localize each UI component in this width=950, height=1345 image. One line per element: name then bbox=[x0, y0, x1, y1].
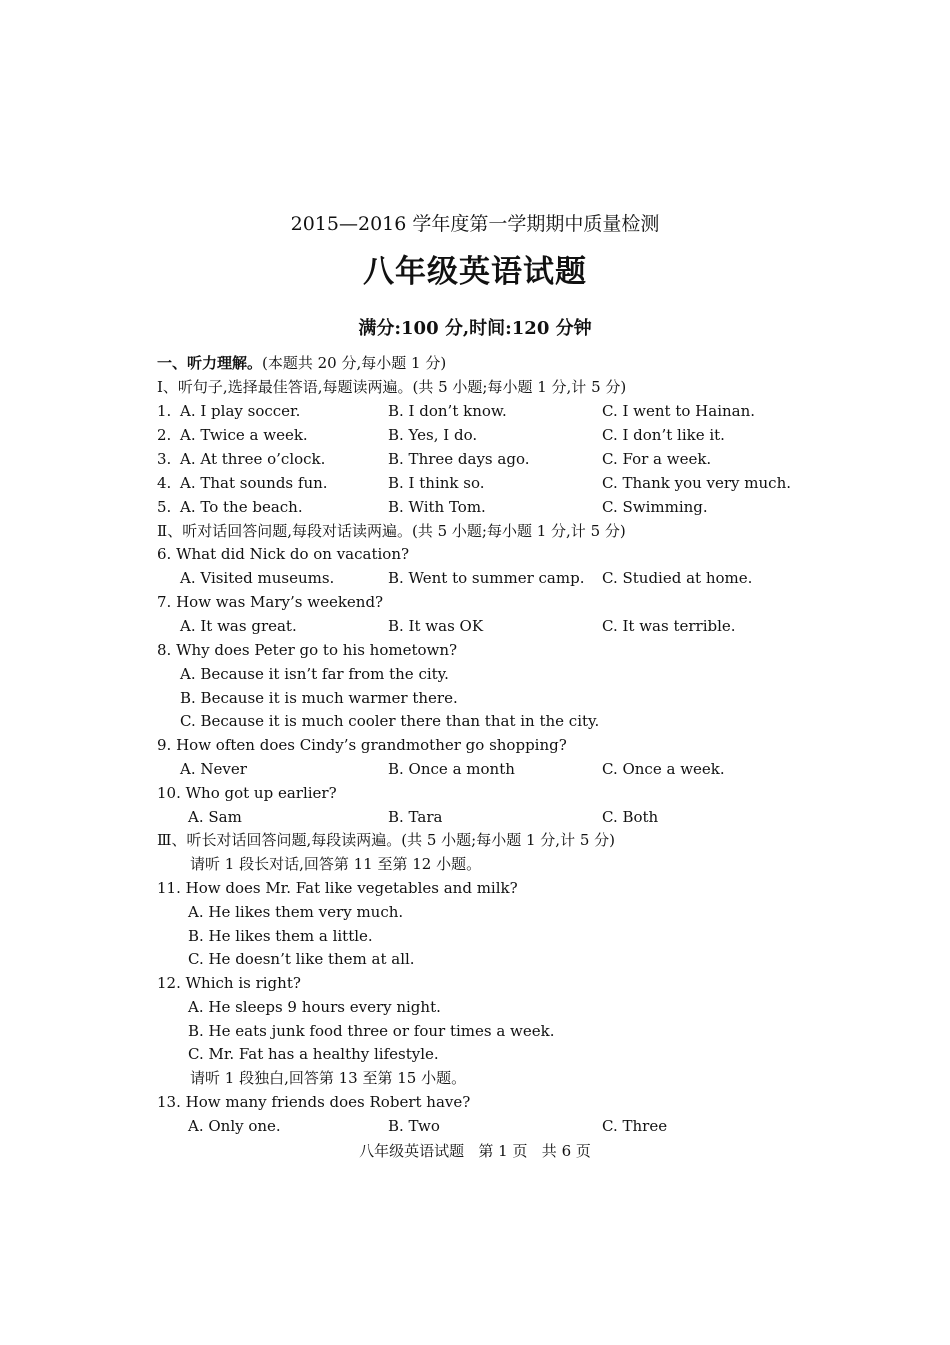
question-number: 4. bbox=[157, 474, 172, 492]
option-c: C. Three bbox=[602, 1117, 668, 1135]
option-a: A. Never bbox=[180, 760, 247, 778]
option-b: B. It was OK bbox=[388, 617, 484, 635]
question-6-stem: 6. What did Nick do on vacation? bbox=[157, 545, 410, 563]
option-b: B. Went to summer camp. bbox=[388, 569, 585, 587]
section1-heading: Ⅰ、听句子,选择最佳答语,每题读两遍。(共 5 小题;每小题 1 分,计 5 分) bbox=[157, 378, 627, 396]
question-number: 2. bbox=[157, 426, 172, 444]
question-8-stem: 8. Why does Peter go to his hometown? bbox=[157, 641, 458, 659]
option-a: A. Sam bbox=[188, 808, 242, 826]
question-12-option-c: C. Mr. Fat has a healthy lifestyle. bbox=[188, 1045, 439, 1063]
question-8-option-b: B. Because it is much warmer there. bbox=[180, 689, 458, 707]
part1-title-bold: 一、听力理解。 bbox=[157, 354, 263, 372]
question-number: 3. bbox=[157, 450, 172, 468]
exam-header-line: 2015—2016 学年度第一学期期中质量检测 bbox=[290, 213, 660, 235]
option-c: C. Once a week. bbox=[602, 760, 725, 778]
option-b: B. Two bbox=[388, 1117, 440, 1135]
option-a: A. It was great. bbox=[180, 617, 297, 635]
question-9-stem: 9. How often does Cindy’s grandmother go shopping? bbox=[157, 736, 567, 754]
question-13-stem: 13. How many friends does Robert have? bbox=[157, 1093, 471, 1111]
option-c: C. For a week. bbox=[602, 450, 712, 468]
page-footer: 八年级英语试题 第 1 页 共 6 页 bbox=[359, 1142, 591, 1160]
option-b: B. Tara bbox=[388, 808, 443, 826]
option-c: C. I went to Hainan. bbox=[602, 402, 756, 420]
page-title: 八年级英语试题 bbox=[363, 254, 587, 290]
option-b: B. With Tom. bbox=[388, 498, 486, 516]
option-c: C. Both bbox=[602, 808, 659, 826]
option-c: C. Studied at home. bbox=[602, 569, 753, 587]
question-number: 5. bbox=[157, 498, 172, 516]
option-b: B. Yes, I do. bbox=[388, 426, 478, 444]
section2-heading: Ⅱ、听对话回答问题,每段对话读两遍。(共 5 小题;每小题 1 分,计 5 分) bbox=[157, 522, 626, 540]
option-a: A. To the beach. bbox=[180, 498, 303, 516]
question-12-stem: 12. Which is right? bbox=[157, 974, 301, 992]
question-11-stem: 11. How does Mr. Fat like vegetables and milk? bbox=[157, 879, 518, 897]
question-12-option-b: B. He eats junk food three or four times a week. bbox=[188, 1022, 555, 1040]
question-8-option-a: A. Because it isn’t far from the city. bbox=[180, 665, 449, 683]
option-b: B. Once a month bbox=[388, 760, 515, 778]
question-12-option-a: A. He sleeps 9 hours every night. bbox=[188, 998, 441, 1016]
option-c: C. It was terrible. bbox=[602, 617, 736, 635]
option-a: A. That sounds fun. bbox=[180, 474, 328, 492]
option-a: A. I play soccer. bbox=[180, 402, 301, 420]
section3-instruction-2: 请听 1 段独白,回答第 13 至第 15 小题。 bbox=[190, 1069, 467, 1087]
section3-heading: Ⅲ、听长对话回答问题,每段读两遍。(共 5 小题;每小题 1 分,计 5 分) bbox=[157, 831, 616, 849]
part1-title-rest: (本题共 20 分,每小题 1 分) bbox=[262, 354, 447, 372]
option-c: C. Swimming. bbox=[602, 498, 708, 516]
option-c: C. Thank you very much. bbox=[602, 474, 792, 492]
question-7-stem: 7. How was Mary’s weekend? bbox=[157, 593, 384, 611]
question-10-stem: 10. Who got up earlier? bbox=[157, 784, 337, 802]
option-a: A. Only one. bbox=[188, 1117, 281, 1135]
option-b: B. I think so. bbox=[388, 474, 485, 492]
option-a: A. Visited museums. bbox=[180, 569, 335, 587]
option-b: B. I don’t know. bbox=[388, 402, 507, 420]
question-11-option-b: B. He likes them a little. bbox=[188, 927, 373, 945]
question-11-option-a: A. He likes them very much. bbox=[188, 903, 404, 921]
score-time-line: 满分:100 分,时间:120 分钟 bbox=[358, 318, 592, 339]
question-number: 1. bbox=[157, 402, 172, 420]
part1-title bbox=[157, 351, 446, 375]
section3-instruction-1: 请听 1 段长对话,回答第 11 至第 12 小题。 bbox=[190, 855, 482, 873]
option-b: B. Three days ago. bbox=[388, 450, 530, 468]
option-c: C. I don’t like it. bbox=[602, 426, 725, 444]
question-11-option-c: C. He doesn’t like them at all. bbox=[188, 950, 415, 968]
option-a: A. At three o’clock. bbox=[180, 450, 326, 468]
question-8-option-c: C. Because it is much cooler there than that in the city. bbox=[180, 712, 600, 730]
option-a: A. Twice a week. bbox=[180, 426, 308, 444]
